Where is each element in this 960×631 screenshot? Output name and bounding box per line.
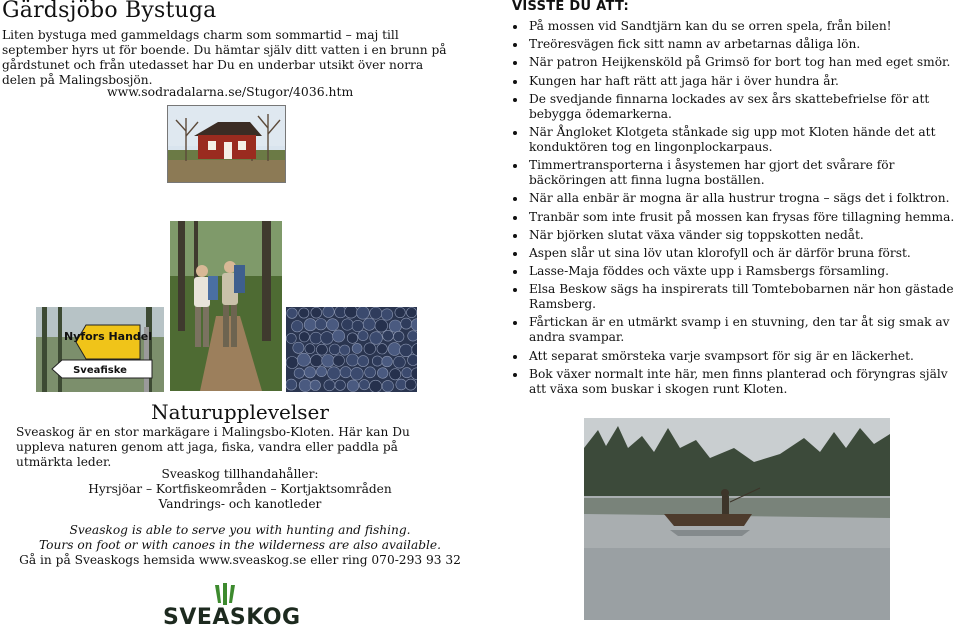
fact-item: Fårtickan är en utmärkt svamp i en stuvning, den tar åt sig smak av andra svampar. (510, 315, 958, 345)
blueberry (390, 369, 401, 380)
fact-item: Kungen har haft rätt att jaga här i över hundra år. (510, 74, 958, 89)
blueberry (293, 342, 304, 353)
blueberry (382, 380, 393, 391)
blueberry (321, 332, 334, 345)
offering-line-2: Vandrings- och kanotleder (158, 497, 322, 511)
blueberry (372, 356, 382, 366)
fact-item: Timmertransporterna i åsystemen har gjort det svårare för bäcköringen att finna lugna boställen. (510, 158, 958, 188)
blueberry (287, 308, 297, 318)
blueberry (345, 307, 358, 318)
fact-item: När Ångloket Klotgeta stånkade sig upp mot Kloten hände det att konduktören tog en lingonplockarpaus. (510, 125, 958, 155)
english-line-2: Tours on foot or with canoes in the wilderness are also available. (39, 538, 441, 552)
offering-heading: Sveaskog tillhandahåller: (161, 467, 319, 481)
fact-item: Elsa Beskow sägs ha inspirerats till Tomtebobarnen när hon gästade Ramsberg. (510, 282, 958, 312)
cottage-url-link[interactable]: www.sodradalarna.se/Stugor/4036.htm (107, 84, 354, 99)
blueberry (347, 354, 359, 366)
blueberry (310, 332, 322, 344)
blueberry (347, 380, 359, 392)
blueberry (370, 332, 383, 345)
blueberry (297, 353, 310, 366)
sveaskog-logo-text: SVEASKOG (163, 605, 301, 630)
facts-heading: VISSTE DU ATT: (512, 0, 629, 14)
blueberry (304, 319, 316, 331)
blueberry (388, 343, 401, 356)
english-line-1: Sveaskog is able to serve you with hunting and fishing. (69, 523, 411, 537)
blueberry (322, 355, 335, 368)
blueberry (310, 380, 320, 390)
sveaskog-logo-mark (163, 583, 288, 607)
blueberry (316, 367, 326, 377)
facts-list (510, 19, 958, 400)
blueberry (323, 307, 334, 317)
blueberry (286, 379, 297, 390)
blueberry (358, 331, 368, 341)
blueberry (315, 319, 326, 330)
naturupplevelser-heading: Naturupplevelser (151, 400, 329, 424)
hikers-photo (170, 221, 282, 391)
fact-item: Bok växer normalt inte här, men finns planterad och föryngras själv att växa som buskar i skogen runt Kloten. (510, 367, 958, 397)
road-signs-photo (36, 307, 164, 392)
sign-nyfors-text: Nyfors Handel (63, 330, 153, 343)
blueberry (311, 307, 322, 318)
naturupplevelser-text: Sveaskog är en stor markägare i Malingsbo-Kloten. Här kan Du uppleva naturen genom att jaga, fiska, vandra eller paddla på utmärkta leder. (16, 425, 410, 469)
blueberry (340, 367, 351, 378)
intro-text: Liten bystuga med gammeldags charm som sommartid – maj till september hyrs ut för boende. Du hämtar själv ditt vatten i en brunn på gårdstunet och från utedasset har Du en underbar utsikt över norra delen på Malingsbosjön. (2, 28, 447, 87)
blueberry (357, 307, 370, 319)
blueberry (377, 344, 387, 354)
blueberry (286, 333, 296, 343)
blueberry (316, 344, 327, 355)
sveaskog-offering (0, 467, 480, 512)
blueberry (370, 380, 382, 392)
blueberry (382, 356, 393, 367)
blueberry (358, 356, 369, 367)
blueberry (340, 345, 350, 355)
fact-item: När alla enbär är mogna är alla hustrur trogna – sägs det i folktron. (510, 191, 958, 206)
blueberry (363, 318, 375, 330)
fact-item: Att separat smörsteka varje svampsort för sig är en läckerhet. (510, 349, 958, 364)
fact-item: När björken slutat växa vänder sig toppskotten nedåt. (510, 228, 958, 243)
blueberry (402, 368, 412, 378)
blueberry (401, 318, 412, 329)
blueberry (347, 333, 358, 344)
sign-sveafiske-text: Sveafiske (73, 365, 127, 376)
blueberry (292, 321, 303, 332)
blueberry (395, 307, 405, 317)
blueberry (329, 344, 340, 355)
blueberry (335, 380, 345, 390)
blueberries-photo (286, 307, 417, 392)
blueberry (328, 367, 341, 380)
blueberry (411, 368, 417, 380)
lake-fishing-photo (584, 418, 890, 620)
fact-item: Aspen slår ut sina löv utan klorofyll och är därför bruna först. (510, 246, 958, 261)
blueberry (310, 355, 322, 367)
blueberry (381, 309, 392, 320)
blueberry (299, 332, 309, 342)
blueberry (407, 308, 417, 318)
blueberry (324, 380, 335, 391)
fact-item: Treöresvägen fick sitt namn av arbetarnas dåliga lön. (510, 37, 958, 52)
blueberry (305, 344, 315, 354)
fact-item: Tranbär som inte frusit på mossen kan frysas före tillagning hemma. (510, 210, 958, 225)
sveaskog-logo (163, 583, 301, 631)
fact-item: På mossen vid Sandtjärn kan du se orren spela, från bilen! (510, 19, 958, 34)
contact-line: Gå in på Sveaskogs hemsida www.sveaskog.se eller ring 070-293 93 32 (19, 553, 461, 567)
blueberry (342, 319, 353, 330)
blueberry (365, 367, 376, 378)
fact-item: Lasse-Maja föddes och växte upp i Ramsbergs församling. (510, 264, 958, 279)
blueberry (286, 357, 298, 369)
blueberry (393, 331, 404, 342)
blueberry (370, 307, 382, 319)
blueberry (411, 319, 417, 331)
blueberry (412, 343, 417, 355)
blueberry (364, 343, 376, 355)
fact-item: De svedjande finnarna lockades av sex års skattebefrielse för att bebygga ödemarkerna. (510, 92, 958, 122)
fact-item: När patron Heijkensköld på Grimsö for bort tog han med eget smör. (510, 55, 958, 70)
blueberry (400, 344, 413, 357)
cottage-photo (167, 105, 286, 183)
blueberry (405, 379, 416, 390)
blueberry (333, 355, 344, 366)
blueberry (327, 319, 339, 331)
blueberry (351, 367, 364, 380)
offering-line-1: Hyrsjöar – Kortfiskeområden – Kortjaktsområden (88, 482, 392, 496)
blueberry (299, 308, 309, 318)
blueberry (377, 368, 388, 379)
english-note (0, 523, 480, 553)
blueberry (299, 379, 311, 391)
blueberry (352, 320, 363, 331)
blueberry (375, 320, 388, 333)
page-title: Gärdsjöbo Bystuga (2, 0, 217, 23)
blueberry (333, 330, 345, 342)
blueberry (408, 355, 418, 366)
blueberry (294, 368, 304, 378)
blueberry (389, 320, 401, 332)
blueberry (352, 343, 362, 353)
blueberry (394, 356, 406, 368)
blueberry (408, 331, 417, 341)
blueberry (383, 330, 394, 341)
blueberry (304, 367, 315, 378)
blueberry (359, 380, 369, 390)
